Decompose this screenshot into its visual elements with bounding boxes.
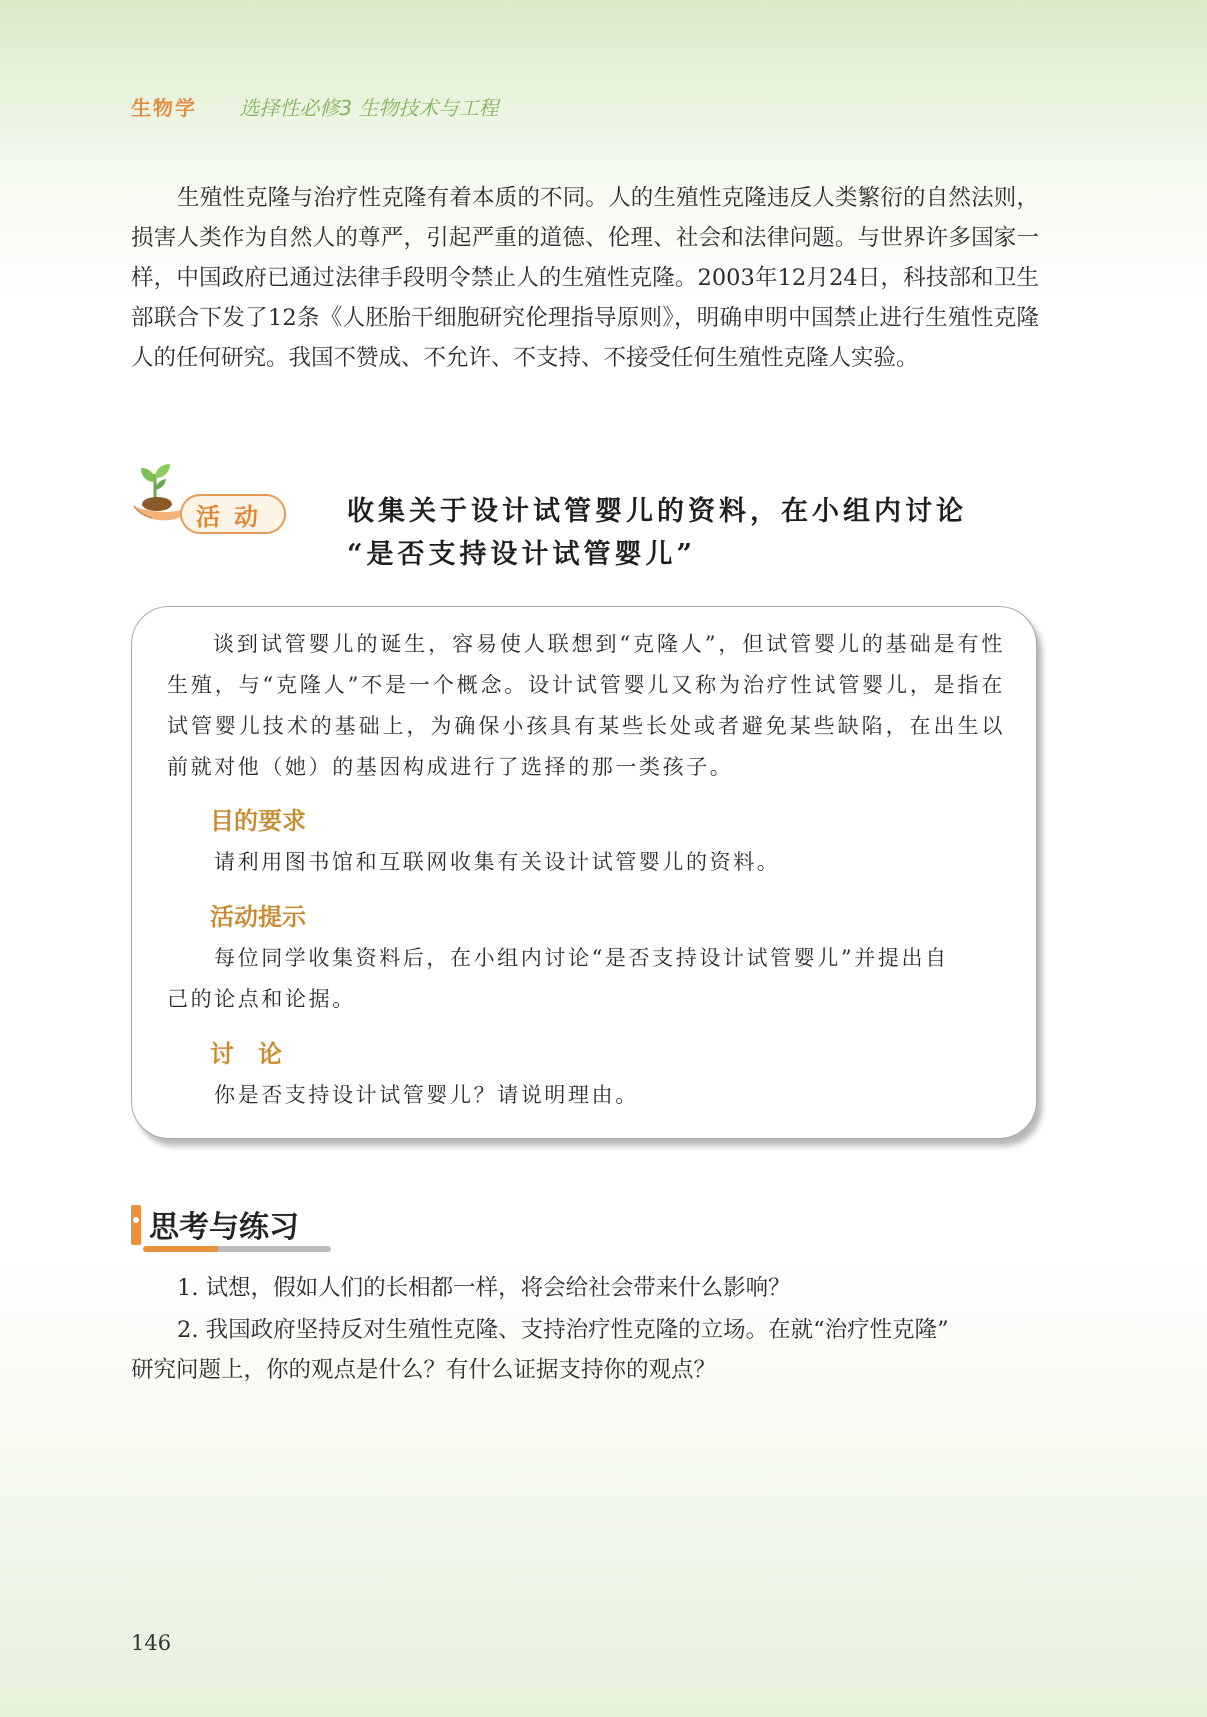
question-2-line-2: 研究问题上，你的观点是什么？有什么证据支持你的观点？ [131,1357,717,1383]
question-2-line-1: 2. 我国政府坚持反对生殖性克隆、支持治疗性克隆的立场。在就“治疗性克隆” [177,1317,949,1343]
exercise-underline [143,1246,331,1252]
activity-title-line-1: 收集关于设计试管婴儿的资料，在小组内讨论 [347,496,967,527]
activity-badge [130,460,285,532]
activity-title [347,490,1047,576]
book-title: 选择性必修3 生物技术与工程 [239,96,499,120]
activity-title-line-2: “是否支持设计试管婴儿” [347,539,697,570]
subject-label: 生物学 [131,96,197,120]
key-icon [131,1205,141,1245]
running-header [131,92,498,121]
hint-text-line-2: 己的论点和论据。 [167,987,356,1011]
exercise-heading [131,1202,331,1254]
exercise-title: 思考与练习 [149,1210,299,1245]
discussion-heading: 讨 论 [210,1040,282,1068]
hint-heading: 活动提示 [210,903,306,931]
activity-badge-label: 活动 [196,503,272,531]
hint-text-line-1: 每位同学收集资料后，在小组内讨论“是否支持设计试管婴儿”并提出自 [214,946,949,970]
goal-text: 请利用图书馆和互联网收集有关设计试管婴儿的资料。 [214,850,781,874]
page-number: 146 [131,1631,172,1655]
goal-heading: 目的要求 [210,807,306,835]
intro-paragraph: 生殖性克隆与治疗性克隆有着本质的不同。人的生殖性克隆违反人类繁衍的自然法则，损害人类作为自然人的尊严，引起严重的道德、伦理、社会和法律问题。与世界许多国家一样，中国政府已通过法律手段明令禁止人的生殖性克隆。2003年12月24日，科技部和卫生部联合下发了12条《人胚胎干细胞研究伦理指导原则》，明确申明中国禁止进行生殖性克隆人的任何研究。我国不赞成、不允许、不支持、不接受任何生殖性克隆人实验。 [131,185,1039,371]
activity-intro: 谈到试管婴儿的诞生，容易使人联想到“克隆人”，但试管婴儿的基础是有性生殖，与“克隆人”不是一个概念。设计试管婴儿又称为治疗性试管婴儿，是指在试管婴儿技术的基础上，为确保小孩具有某些长处或者避免某些缺陷，在出生以前就对他（她）的基因构成进行了选择的那一类孩子。 [167,632,1005,779]
discussion-text: 你是否支持设计试管婴儿？请说明理由。 [214,1083,639,1107]
question-1: 1. 试想，假如人们的长相都一样，将会给社会带来什么影响？ [177,1275,791,1301]
